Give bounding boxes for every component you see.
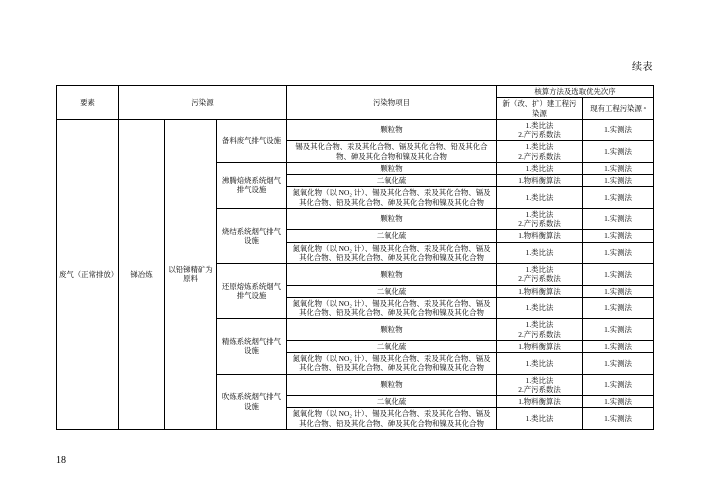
cell-method-existing: 1.实测法 xyxy=(583,141,654,163)
cell-pollutant-item: 二氧化硫 xyxy=(287,175,497,187)
header-new-project: 新（改、扩）建工程污染源 xyxy=(497,98,583,120)
cell-method-existing: 1.实测法 xyxy=(583,353,654,375)
cell-method-existing: 1.实测法 xyxy=(583,340,654,352)
header-accounting-method: 核算方法及选取优先次序 xyxy=(497,86,654,98)
cell-method-existing: 1.实测法 xyxy=(583,285,654,297)
cell-method-existing: 1.实测法 xyxy=(583,396,654,408)
cell-pollutant-item: 二氧化硫 xyxy=(287,230,497,242)
cell-pollutant-item: 氮氧化物（以 NO₂ 计）、锡及其化合物、汞及其化合物、镉及其化合物、铅及其化合物、砷及其化合物和镍及其化合物 xyxy=(287,187,497,209)
cell-emission-unit: 精炼系统烟气排气设施 xyxy=(217,319,287,374)
cell-method-new: 1.类比法 2.产污系数法 xyxy=(497,319,583,341)
cell-pollutant-item: 二氧化硫 xyxy=(287,285,497,297)
page-number: 18 xyxy=(56,455,66,466)
cell-method-existing: 1.实测法 xyxy=(583,297,654,319)
cell-method-new: 1.类比法 2.产污系数法 xyxy=(497,264,583,286)
cell-method-existing: 1.实测法 xyxy=(583,162,654,174)
cell-pollutant-item: 颗粒物 xyxy=(287,264,497,286)
cell-method-new: 1.类比法 2.产污系数法 xyxy=(497,208,583,230)
cell-method-existing: 1.实测法 xyxy=(583,408,654,430)
cell-method-new: 1.类比法 xyxy=(497,242,583,264)
cell-element: 废气（正常排放） xyxy=(57,119,119,429)
cell-pollutant-item: 二氧化硫 xyxy=(287,396,497,408)
cell-method-new: 1.类比法 2.产污系数法 xyxy=(497,141,583,163)
cell-pollutant-item: 二氧化硫 xyxy=(287,340,497,352)
cell-method-new: 1.类比法 xyxy=(497,297,583,319)
cell-pollutant-item: 氮氧化物（以 NO₂ 计）、锡及其化合物、汞及其化合物、镉及其化合物、铅及其化合物、砷及其化合物和镍及其化合物 xyxy=(287,353,497,375)
cell-emission-unit: 还原熔炼系统烟气排气设施 xyxy=(217,264,287,319)
cell-method-existing: 1.实测法 xyxy=(583,374,654,396)
cell-pollution-source: 锑冶炼 xyxy=(119,119,165,429)
cell-method-new: 1.类比法 xyxy=(497,162,583,174)
header-pollutant-item: 污染物项目 xyxy=(287,86,497,120)
cell-method-existing: 1.实测法 xyxy=(583,242,654,264)
cell-emission-unit: 备料废气排气设施 xyxy=(217,119,287,162)
header-pollution-source: 污染源 xyxy=(119,86,287,120)
cell-pollutant-item: 颗粒物 xyxy=(287,374,497,396)
cell-method-existing: 1.实测法 xyxy=(583,230,654,242)
cell-pollutant-item: 颗粒物 xyxy=(287,319,497,341)
cell-pollutant-item: 颗粒物 xyxy=(287,119,497,141)
cell-pollutant-item: 颗粒物 xyxy=(287,162,497,174)
cell-method-new: 1.类比法 2.产污系数法 xyxy=(497,374,583,396)
cell-method-existing: 1.实测法 xyxy=(583,319,654,341)
cell-method-existing: 1.实测法 xyxy=(583,187,654,209)
cell-pollutant-item: 锡及其化合物、汞及其化合物、镉及其化合物、铅及其化合物、砷及其化合物和镍及其化合物 xyxy=(287,141,497,163)
cell-facility-type: 以铅锑精矿为原料 xyxy=(165,119,217,429)
header-element: 要素 xyxy=(57,86,119,120)
header-existing-project: 现有工程污染源 ᵃ xyxy=(583,98,654,120)
cell-method-existing: 1.实测法 xyxy=(583,175,654,187)
cell-emission-unit: 沸腾焙烧系统烟气排气设施 xyxy=(217,162,287,208)
cell-emission-unit: 吹炼系统烟气排气设施 xyxy=(217,374,287,429)
continued-table-label: 续表 xyxy=(632,62,653,73)
cell-method-existing: 1.实测法 xyxy=(583,208,654,230)
cell-method-new: 1.类比法 xyxy=(497,408,583,430)
table-header-row xyxy=(57,86,654,98)
pollution-accounting-table xyxy=(56,85,654,430)
cell-method-existing: 1.实测法 xyxy=(583,119,654,141)
cell-method-new: 1.类比法 xyxy=(497,353,583,375)
cell-emission-unit: 烧结系统烟气排气设施 xyxy=(217,208,287,263)
cell-pollutant-item: 氮氧化物（以 NO₂ 计）、锡及其化合物、汞及其化合物、镉及其化合物、铅及其化合物、砷及其化合物和镍及其化合物 xyxy=(287,242,497,264)
cell-method-existing: 1.实测法 xyxy=(583,264,654,286)
table-row xyxy=(57,119,654,141)
cell-method-new: 1.类比法 xyxy=(497,187,583,209)
cell-method-new: 1.物料衡算法 xyxy=(497,396,583,408)
cell-method-new: 1.物料衡算法 xyxy=(497,285,583,297)
cell-method-new: 1.类比法 2.产污系数法 xyxy=(497,119,583,141)
cell-method-new: 1.物料衡算法 xyxy=(497,230,583,242)
cell-pollutant-item: 氮氧化物（以 NO₂ 计）、锡及其化合物、汞及其化合物、镉及其化合物、铅及其化合物、砷及其化合物和镍及其化合物 xyxy=(287,297,497,319)
cell-pollutant-item: 氮氧化物（以 NO₂ 计）、锡及其化合物、汞及其化合物、镉及其化合物、铅及其化合物、砷及其化合物和镍及其化合物 xyxy=(287,408,497,430)
cell-method-new: 1.物料衡算法 xyxy=(497,340,583,352)
cell-method-new: 1.物料衡算法 xyxy=(497,175,583,187)
cell-pollutant-item: 颗粒物 xyxy=(287,208,497,230)
